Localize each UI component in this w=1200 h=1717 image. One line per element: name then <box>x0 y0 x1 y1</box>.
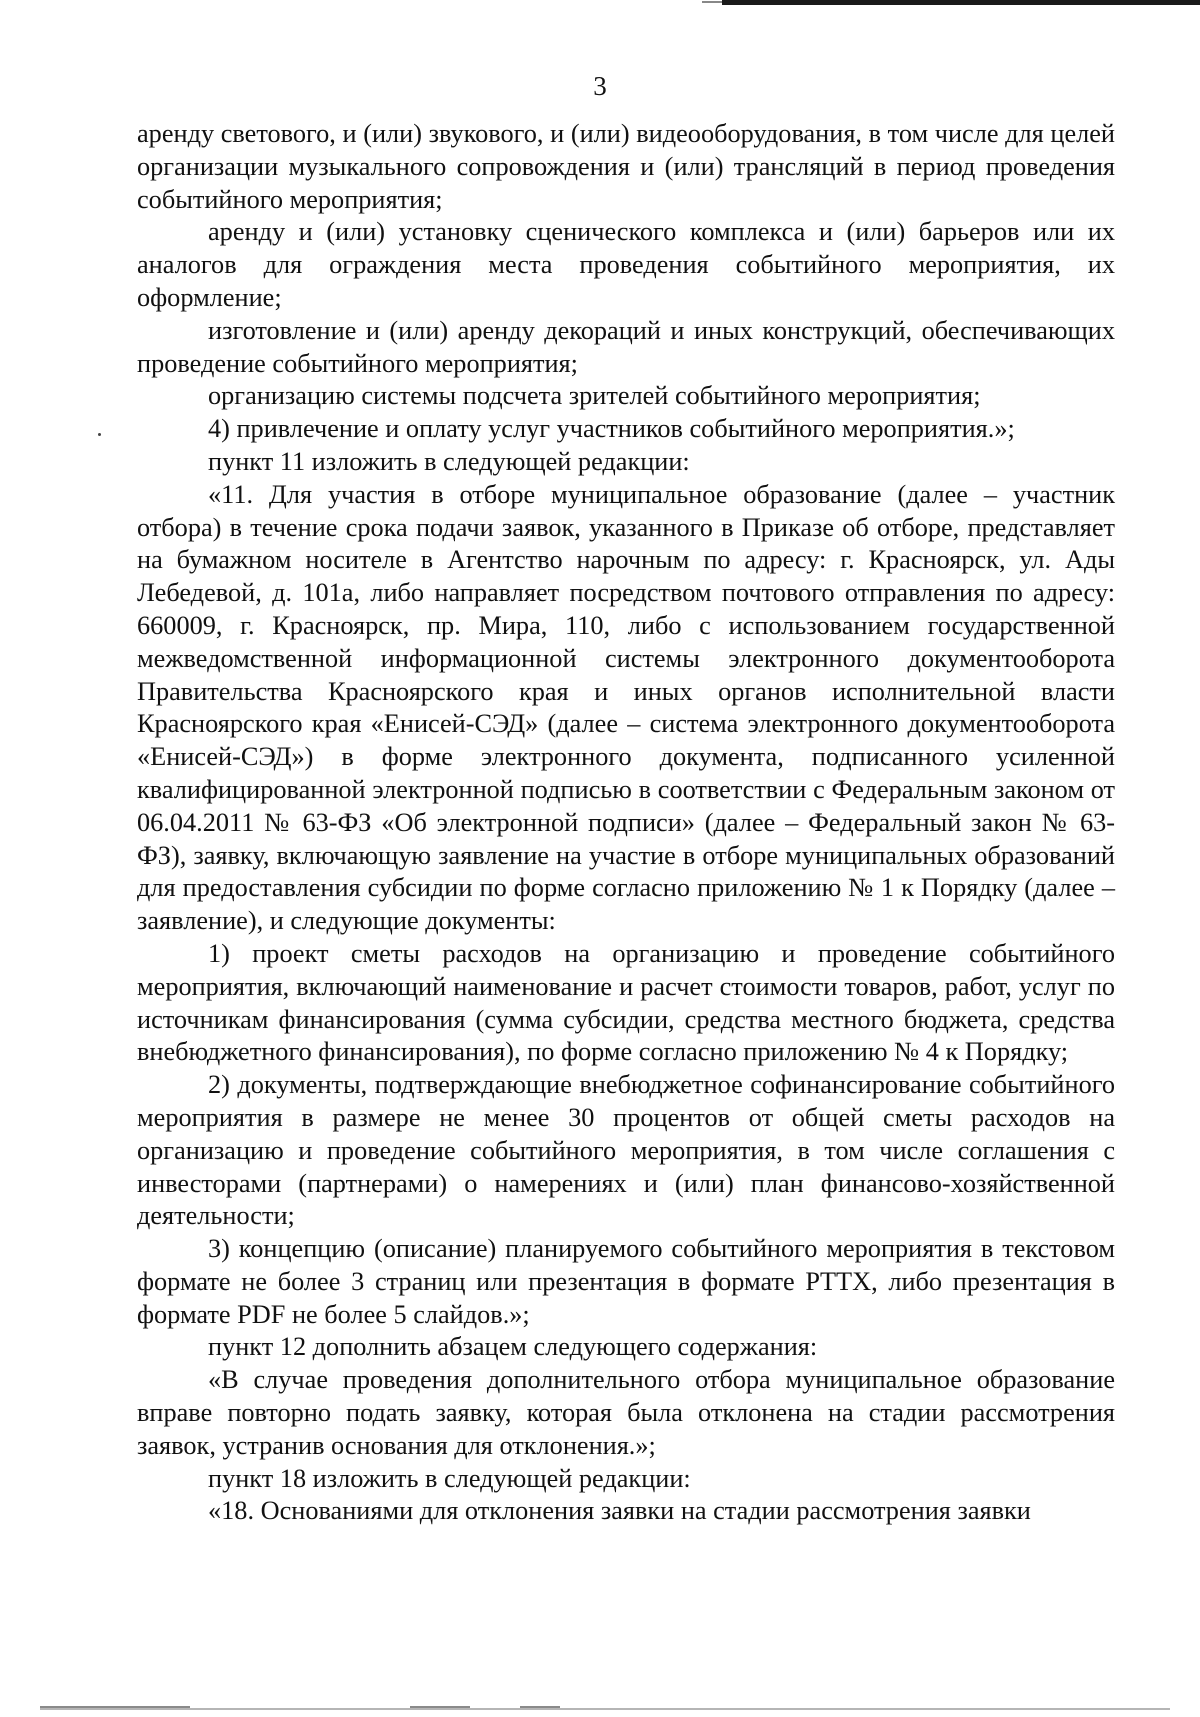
page-number: 3 <box>593 71 607 101</box>
scan-edge-mark <box>702 1 724 3</box>
paragraph: «11. Для участия в отборе муниципальное образование (далее – участник отбора) в течение срока подачи заявок, указанного в Приказе об отборе, представляет на бумажном носителе в Агентство нарочным по адресу: г. Красноярск, ул. Ады Лебедевой, д. 101а, либо направляет посредством почтового отправления по адресу: 660009, г. Красноярск, пр. Мира, 110, либо с использованием государственной межведомственной информационной системы электронного документооборота Правительства Красноярского края и иных органов исполнительной власти Красноярского края «Енисей-СЭД» (далее – система электронного документооборота «Енисей-СЭД») в форме электронного документа, подписанного усиленной квалифицированной электронной подписью в соответствии с Федеральным законом от 06.04.2011 № 63-ФЗ «Об электронной подписи» (далее – Федеральный закон № 63-ФЗ), заявку, включающую заявление на участие в отборе муниципальных образований для предоставления субсидии по форме согласно приложению № 1 к Порядку (далее – заявление), и следующие документы: <box>137 479 1115 936</box>
paragraph: 4) привлечение и оплату услуг участников событийного мероприятия.»; <box>208 414 1015 444</box>
paragraph: 3) концепцию (описание) планируемого событийного мероприятия в текстовом формате не более 3 страниц или презентация в формате PTTX, либо презентация в формате PDF не более 5 слайдов.»; <box>137 1234 1115 1329</box>
scan-edge-top <box>722 0 1200 5</box>
paragraph: 2) документы, подтверждающие внебюджетное софинансирование событийного мероприятия в размере не менее 30 процентов от общей сметы расходов на организацию и проведение событийного мероприятия, в том числе соглашения с инвесторами (партнерами) о намерениях и (или) план финансово-хозяйственной деятельности; <box>137 1070 1115 1231</box>
scan-edge-dash <box>410 1706 470 1708</box>
margin-speck <box>98 433 101 436</box>
paragraph: аренду и (или) установку сценического комплекса и (или) барьеров или их аналогов для ограждения места проведения событийного мероприятия, их оформление; <box>137 217 1115 312</box>
scan-edge-dash <box>520 1706 560 1708</box>
scan-edge-bottom <box>40 1708 1170 1710</box>
paragraph: пункт 11 изложить в следующей редакции: <box>208 446 690 476</box>
paragraph: 1) проект сметы расходов на организацию и проведение событийного мероприятия, включающий наименование и расчет стоимости товаров, работ, услуг по источникам финансирования (сумма субсидии, средства местного бюджета, средства внебюджетного финансирования), по форме согласно приложению № 4 к Порядку; <box>137 938 1115 1067</box>
document-body <box>137 118 1115 1528</box>
paragraph: изготовление и (или) аренду декораций и иных конструкций, обеспечивающих проведение событийного мероприятия; <box>137 315 1115 378</box>
paragraph: аренду светового, и (или) звукового, и (или) видеооборудования, в том числе для целей организации музыкального сопровождения и (или) трансляций в период проведения событийного мероприятия; <box>137 119 1115 214</box>
paragraph: пункт 18 изложить в следующей редакции: <box>208 1463 691 1493</box>
paragraph: «18. Основаниями для отклонения заявки на стадии рассмотрения заявки <box>208 1496 1031 1526</box>
paragraph: пункт 12 дополнить абзацем следующего содержания: <box>208 1332 818 1362</box>
paragraph: «В случае проведения дополнительного отбора муниципальное образование вправе повторно подать заявку, которая была отклонена на стадии рассмотрения заявок, устранив основания для отклонения.»; <box>137 1365 1115 1460</box>
paragraph: организацию системы подсчета зрителей событийного мероприятия; <box>208 381 981 411</box>
scan-edge-dash <box>40 1706 190 1708</box>
